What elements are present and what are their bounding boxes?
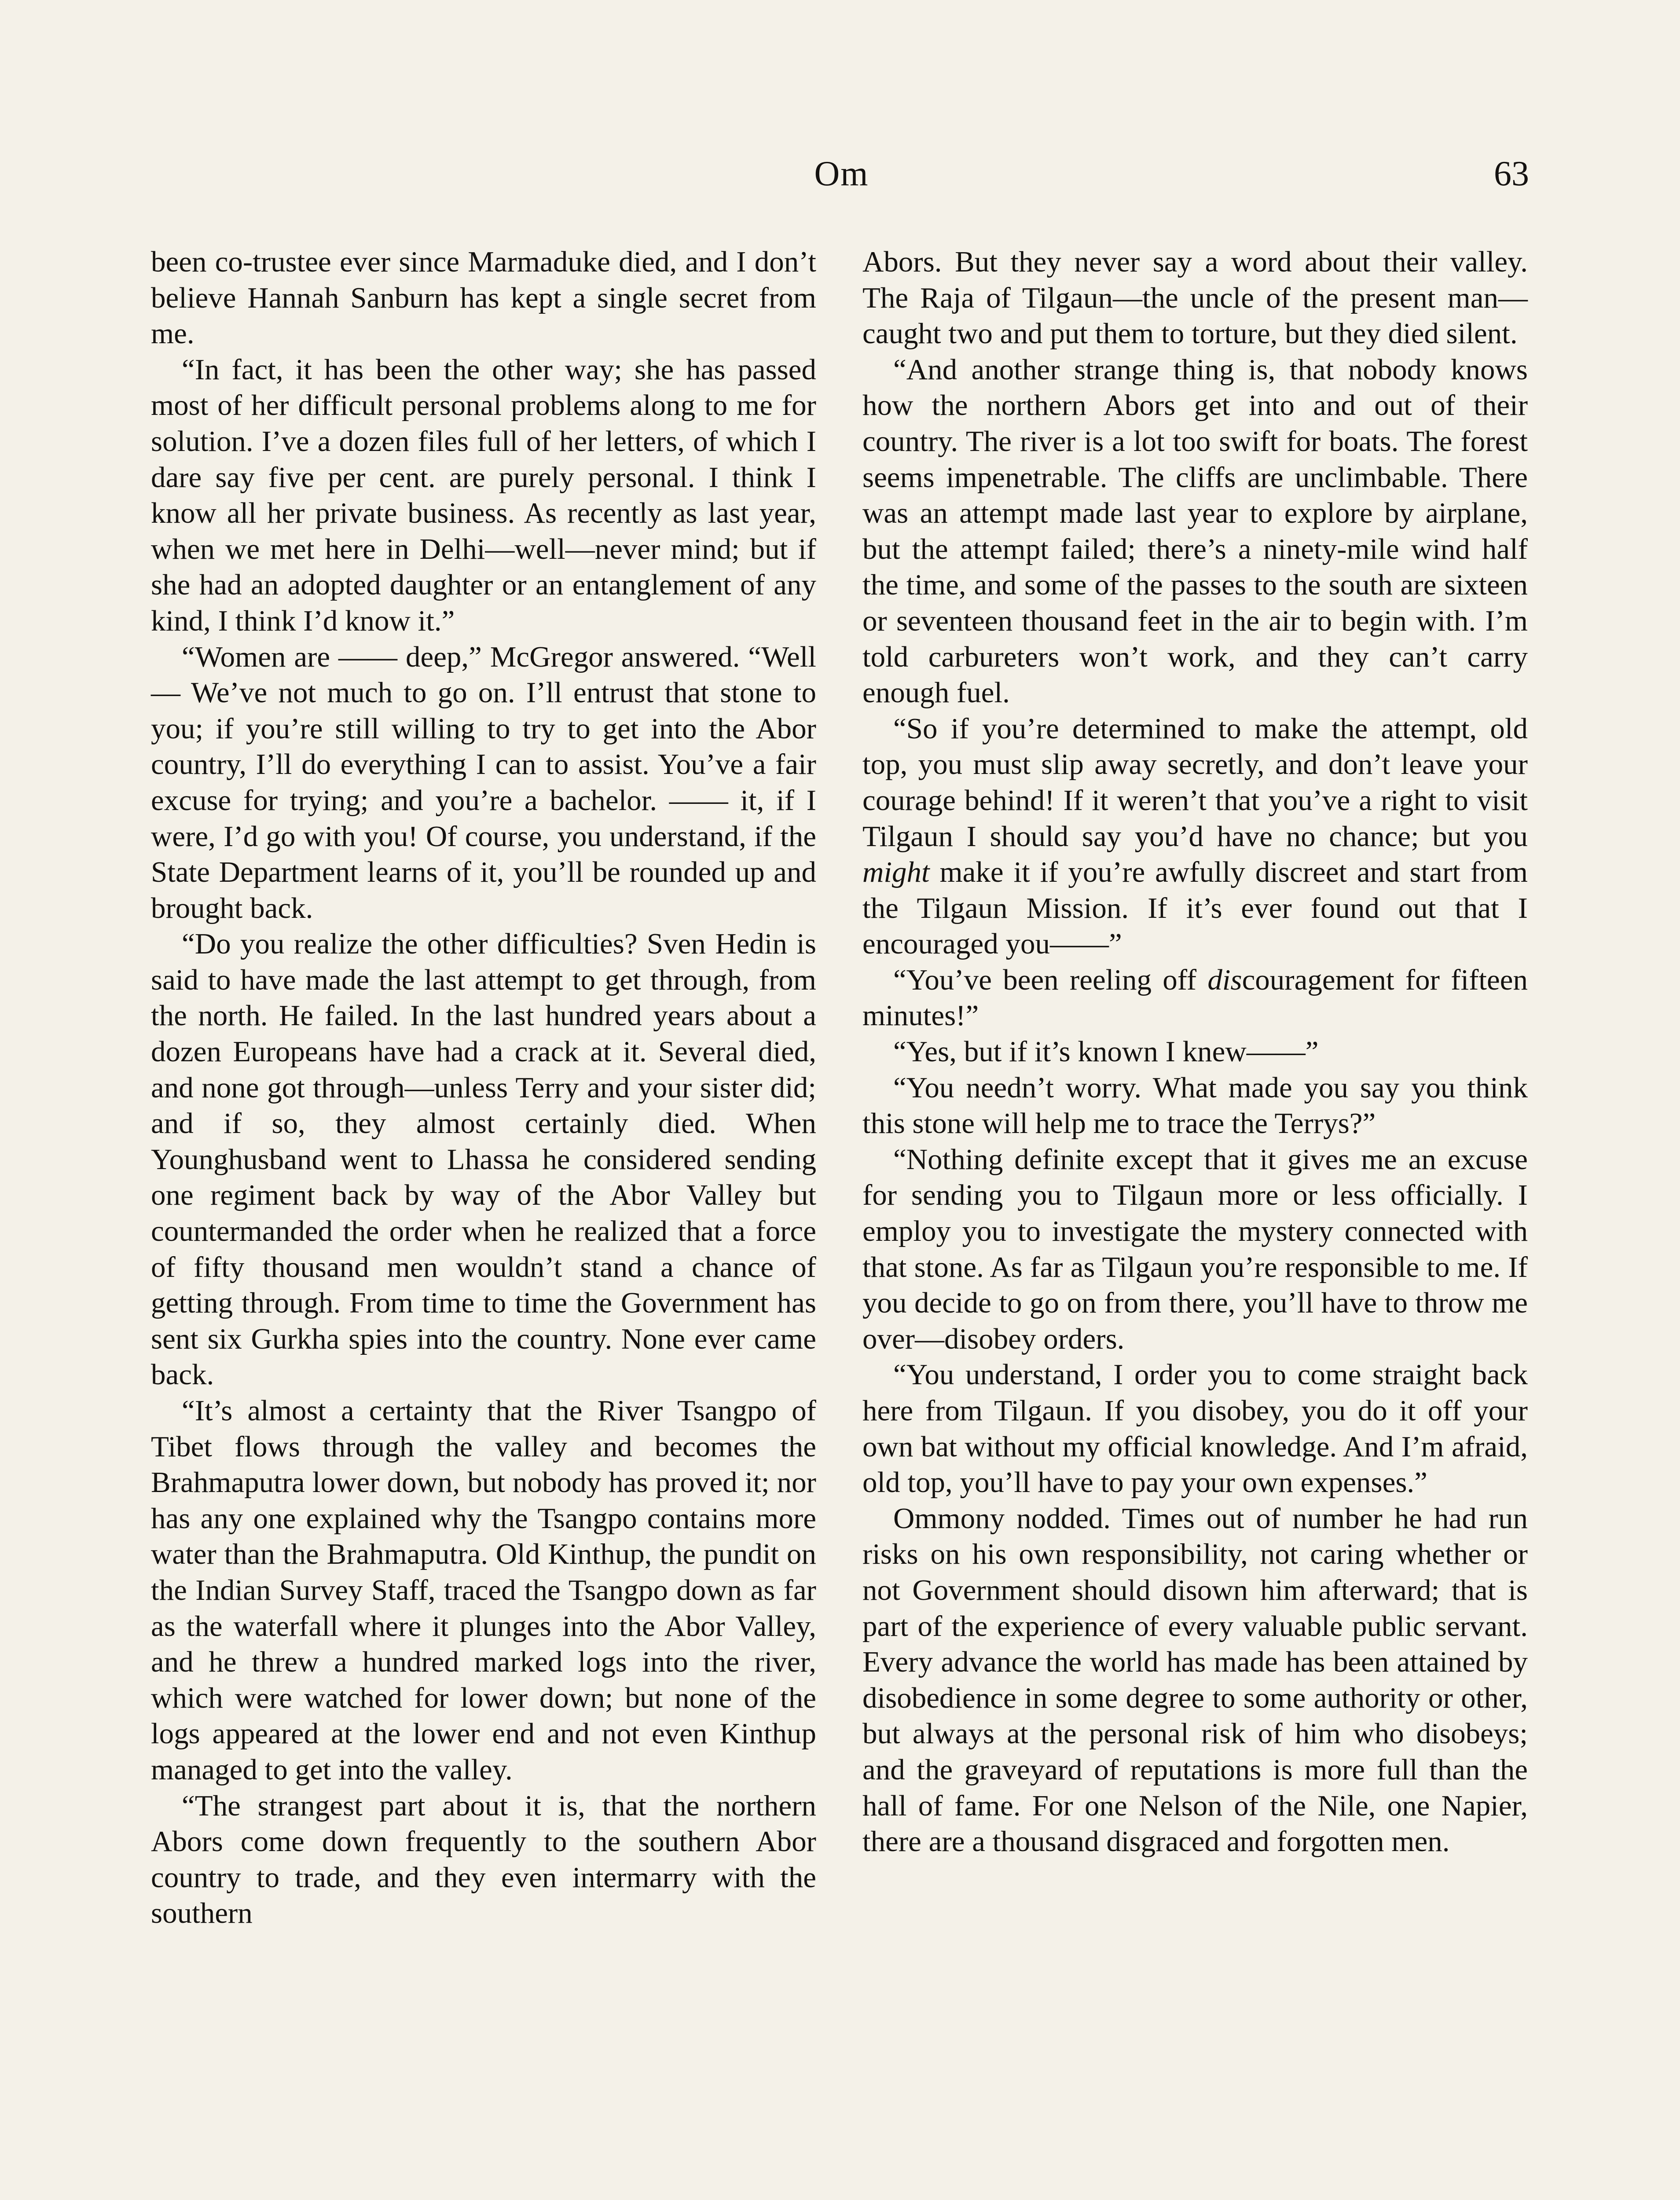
running-header	[154, 150, 1529, 207]
paragraph: “The strangest part about it is, that the northern Abors come down frequently to the southern Abor country to trade, and they even intermarry with the southern	[151, 1789, 816, 1930]
text-run: “So if you’re determined to make the attempt, old top, you must slip away secretly, and don’t leave your courage behind! If it weren’t that you’ve a right to visit Tilgaun I should say you’d have no chance; but you	[862, 712, 1528, 853]
text-run: make it if you’re awfully discreet and start from the Tilgaun Mission. If it’s ever found out that I encouraged you——”	[862, 856, 1528, 961]
paragraph: “Do you realize the other difficulties? Sven Hedin is said to have made the last attempt to get through, from the north. He failed. In the last hundred years about a dozen Europeans have had a crack at it. Several died, and none got through—unless Terry and your sister did; and if so, they almost certainly died. When Younghusband went to Lhassa he considered sending one regiment back by way of the Abor Valley but countermanded the order when he realized that a force of fifty thousand men wouldn’t stand a chance of getting through. From time to time the Government has sent six Gurkha spies into the country. None ever came back.	[151, 928, 816, 1391]
paragraph: “It’s almost a certainty that the River Tsangpo of Tibet flows through the valley and becomes the Brahmaputra lower down, but nobody has proved it; nor has any one explained why the Tsangpo contains more water than the Brahmaputra. Old Kinthup, the pundit on the Indian Survey Staff, traced the Tsangpo down as far as the waterfall where it plunges into the Abor Valley, and he threw a hundred marked logs into the river, which were watched for lower down; but none of the logs appeared at the lower end and not even Kinthup managed to get into the valley.	[151, 1394, 816, 1786]
paragraph: “Nothing definite except that it gives me an excuse for sending you to Tilgaun more or less officially. I employ you to investigate the mystery connected with that stone. As far as Tilgaun you’re responsible to me. If you decide to go on from there, you’ll have to throw me over—disobey orders.	[862, 1143, 1528, 1355]
paragraph: been co-trustee ever since Marmaduke died, and I don’t believe Hannah Sanburn has kept a single secret from me.	[151, 246, 816, 350]
paragraph: “In fact, it has been the other way; she has passed most of her difficult personal problems along to me for solution. I’ve a dozen files full of her letters, of which I dare say five per cent. are purely personal. I think I know all her private business. As recently as last year, when we met here in Delhi—well—never mind; but if she had an adopted daughter or an entanglement of any kind, I think I’d know it.”	[151, 353, 816, 637]
left-column	[151, 244, 816, 1932]
running-title: Om	[814, 154, 869, 193]
paragraph: Abors. But they never say a word about their valley. The Raja of Tilgaun—the uncle of the present man—caught two and put them to torture, but they died silent.	[862, 246, 1528, 350]
paragraph	[862, 711, 1528, 962]
emphasis: dis	[1207, 963, 1242, 996]
paragraph: “Women are —— deep,” McGregor answered. “Well— We’ve not much to go on. I’ll entrust that stone to you; if you’re still willing to try to get into the Abor country, I’ll do everything I can to assist. You’ve a fair excuse for trying; and you’re a bachelor. —— it, if I were, I’d go with you! Of course, you understand, if the State Department learns of it, you’ll be rounded up and brought back.	[151, 640, 816, 924]
paragraph: “You understand, I order you to come straight back here from Tilgaun. If you disobey, you do it off your own bat without my official knowledge. And I’m afraid, old top, you’ll have to pay your own expenses.”	[862, 1358, 1528, 1499]
text-run: couragement for fifteen minutes!”	[862, 963, 1528, 1032]
paragraph	[862, 962, 1528, 1034]
paragraph: “You needn’t worry. What made you say you think this stone will help me to trace the Terrys?”	[862, 1071, 1528, 1140]
emphasis: might	[862, 856, 930, 889]
paragraph: Ommony nodded. Times out of number he had run risks on his own responsibility, not caring whether or not Government should disown him afterward; that is part of the experience of every valuable public servant. Every advance the world has made has been attained by disobedience in some degree to some authority or other, but always at the personal risk of him who disobeys; and the graveyard of reputations is more full than the hall of fame. For one Nelson of the Nile, one Napier, there are a thousand disgraced and forgotten men.	[862, 1502, 1528, 1858]
paragraph: “Yes, but if it’s known I knew——”	[893, 1035, 1319, 1068]
paragraph: “And another strange thing is, that nobody knows how the northern Abors get into and out of their country. The river is a lot too swift for boats. The forest seems impenetrable. The cliffs are unclimbable. There was an attempt made last year to explore by airplane, but the attempt failed; there’s a ninety-mile wind half the time, and some of the passes to the south are sixteen or seventeen thousand feet in the air to begin with. I’m told carbureters won’t work, and they can’t carry enough fuel.	[862, 353, 1528, 709]
text-run: “You’ve been reeling off	[893, 963, 1208, 996]
page-number: 63	[1494, 154, 1529, 193]
right-column	[862, 244, 1528, 1860]
